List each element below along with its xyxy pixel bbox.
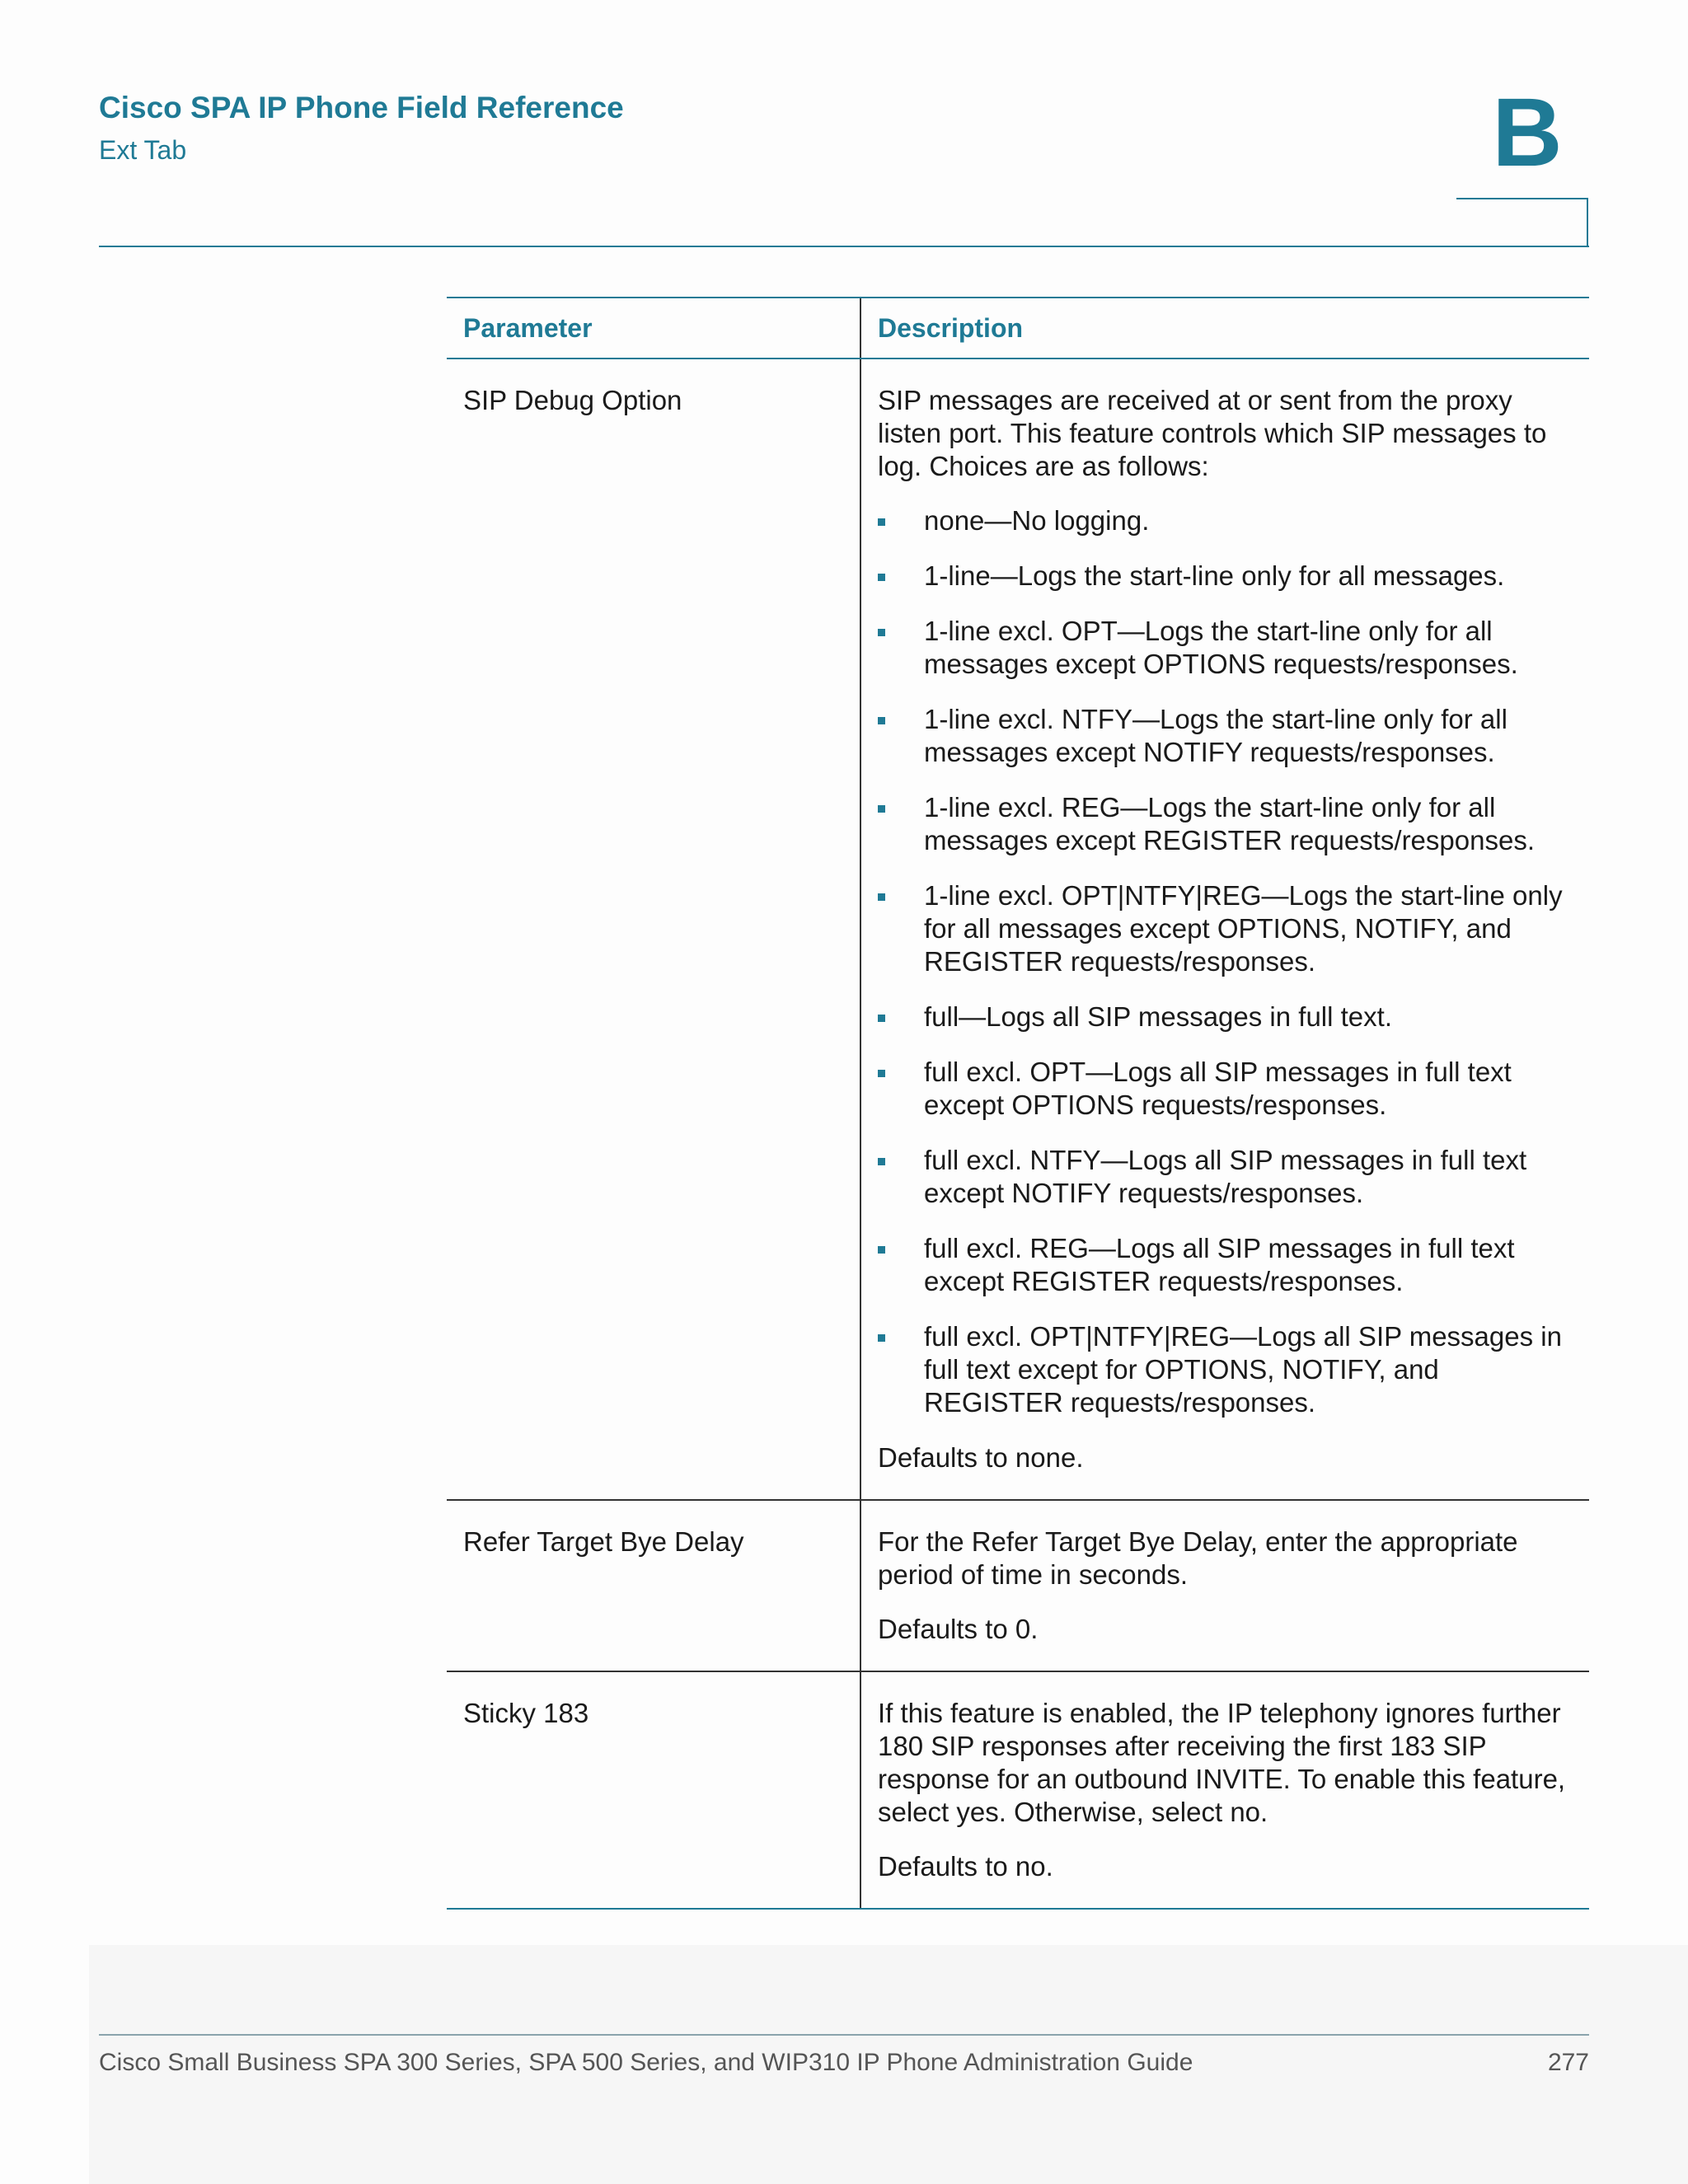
list-item-text: full excl. NTFY—Logs all SIP messages in full text except NOTIFY requests/responses. — [924, 1145, 1527, 1208]
list-item — [878, 1232, 1573, 1298]
default-value: Defaults to none. — [878, 1442, 1084, 1473]
square-bullet-icon — [878, 893, 885, 901]
list-item-text: 1-line excl. OPT|NTFY|REG—Logs the start-line only for all messages except OPTIONS, NOTIFY, and REGISTER requests/responses. — [924, 880, 1563, 977]
list-item-text: full excl. OPT—Logs all SIP messages in full text except OPTIONS requests/responses. — [924, 1057, 1512, 1120]
column-header-parameter: Parameter — [447, 298, 860, 359]
parameter-cell: Refer Target Bye Delay — [447, 1500, 860, 1671]
field-reference-table — [447, 297, 1589, 1910]
square-bullet-icon — [878, 1015, 885, 1022]
table-header-row — [447, 298, 1589, 359]
description-cell — [860, 359, 1589, 1500]
list-item-text: 1-line excl. NTFY—Logs the start-line only for all messages except NOTIFY requests/responses. — [924, 704, 1507, 767]
option-list — [878, 504, 1573, 1419]
square-bullet-icon — [878, 1246, 885, 1254]
list-item-text: full—Logs all SIP messages in full text. — [924, 1001, 1392, 1032]
table-row — [447, 359, 1589, 1500]
square-bullet-icon — [878, 717, 885, 724]
header-rule — [99, 246, 1589, 247]
table-row — [447, 1500, 1589, 1671]
list-item — [878, 615, 1573, 681]
parameter-cell: Sticky 183 — [447, 1671, 860, 1909]
footer-rule — [99, 2034, 1589, 2036]
square-bullet-icon — [878, 518, 885, 526]
list-item-text: 1-line excl. REG—Logs the start-line only for all messages except REGISTER requests/responses. — [924, 792, 1535, 855]
parameter-cell: SIP Debug Option — [447, 359, 860, 1500]
page-number: 277 — [1547, 2049, 1589, 2076]
list-item — [878, 791, 1573, 857]
description-text: If this feature is enabled, the IP telephony ignores further 180 SIP responses after receiving the first 183 SIP response for an outbound INVITE. To enable this feature, select yes. Otherwise, select no. — [878, 1698, 1566, 1827]
list-item — [878, 560, 1573, 593]
list-item — [878, 703, 1573, 769]
square-bullet-icon — [878, 629, 885, 636]
description-text: For the Refer Target Bye Delay, enter the appropriate period of time in seconds. — [878, 1526, 1518, 1590]
column-header-description: Description — [860, 298, 1589, 359]
section-subtitle: Ext Tab — [99, 135, 187, 165]
square-bullet-icon — [878, 805, 885, 813]
list-item — [878, 1001, 1573, 1033]
square-bullet-icon — [878, 574, 885, 581]
list-item — [878, 504, 1573, 537]
list-item-text: 1-line excl. OPT—Logs the start-line only for all messages except OPTIONS requests/responses. — [924, 616, 1518, 679]
square-bullet-icon — [878, 1158, 885, 1165]
description-cell — [860, 1500, 1589, 1671]
list-item-text: full excl. REG—Logs all SIP messages in full text except REGISTER requests/responses. — [924, 1233, 1515, 1296]
description-intro: SIP messages are received at or sent from the proxy listen port. This feature controls which SIP messages to log. Choices are as follows: — [878, 385, 1547, 481]
list-item-text: full excl. OPT|NTFY|REG—Logs all SIP messages in full text except for OPTIONS, NOTIFY, and REGISTER requests/responses. — [924, 1321, 1562, 1418]
appendix-tab-box — [1456, 198, 1588, 246]
square-bullet-icon — [878, 1070, 885, 1077]
chapter-title: Cisco SPA IP Phone Field Reference — [99, 91, 624, 124]
list-item — [878, 879, 1573, 978]
list-item — [878, 1144, 1573, 1210]
list-item — [878, 1320, 1573, 1419]
default-value: Defaults to no. — [878, 1851, 1053, 1882]
list-item — [878, 1056, 1573, 1122]
list-item-text: none—No logging. — [924, 505, 1150, 536]
appendix-letter: B — [1492, 78, 1563, 187]
footer-guide-title: Cisco Small Business SPA 300 Series, SPA 500 Series, and WIP310 IP Phone Administration Guide — [99, 2049, 1193, 2076]
default-value: Defaults to 0. — [878, 1614, 1039, 1644]
square-bullet-icon — [878, 1334, 885, 1342]
table-row — [447, 1671, 1589, 1909]
list-item-text: 1-line—Logs the start-line only for all messages. — [924, 560, 1505, 591]
description-cell — [860, 1671, 1589, 1909]
